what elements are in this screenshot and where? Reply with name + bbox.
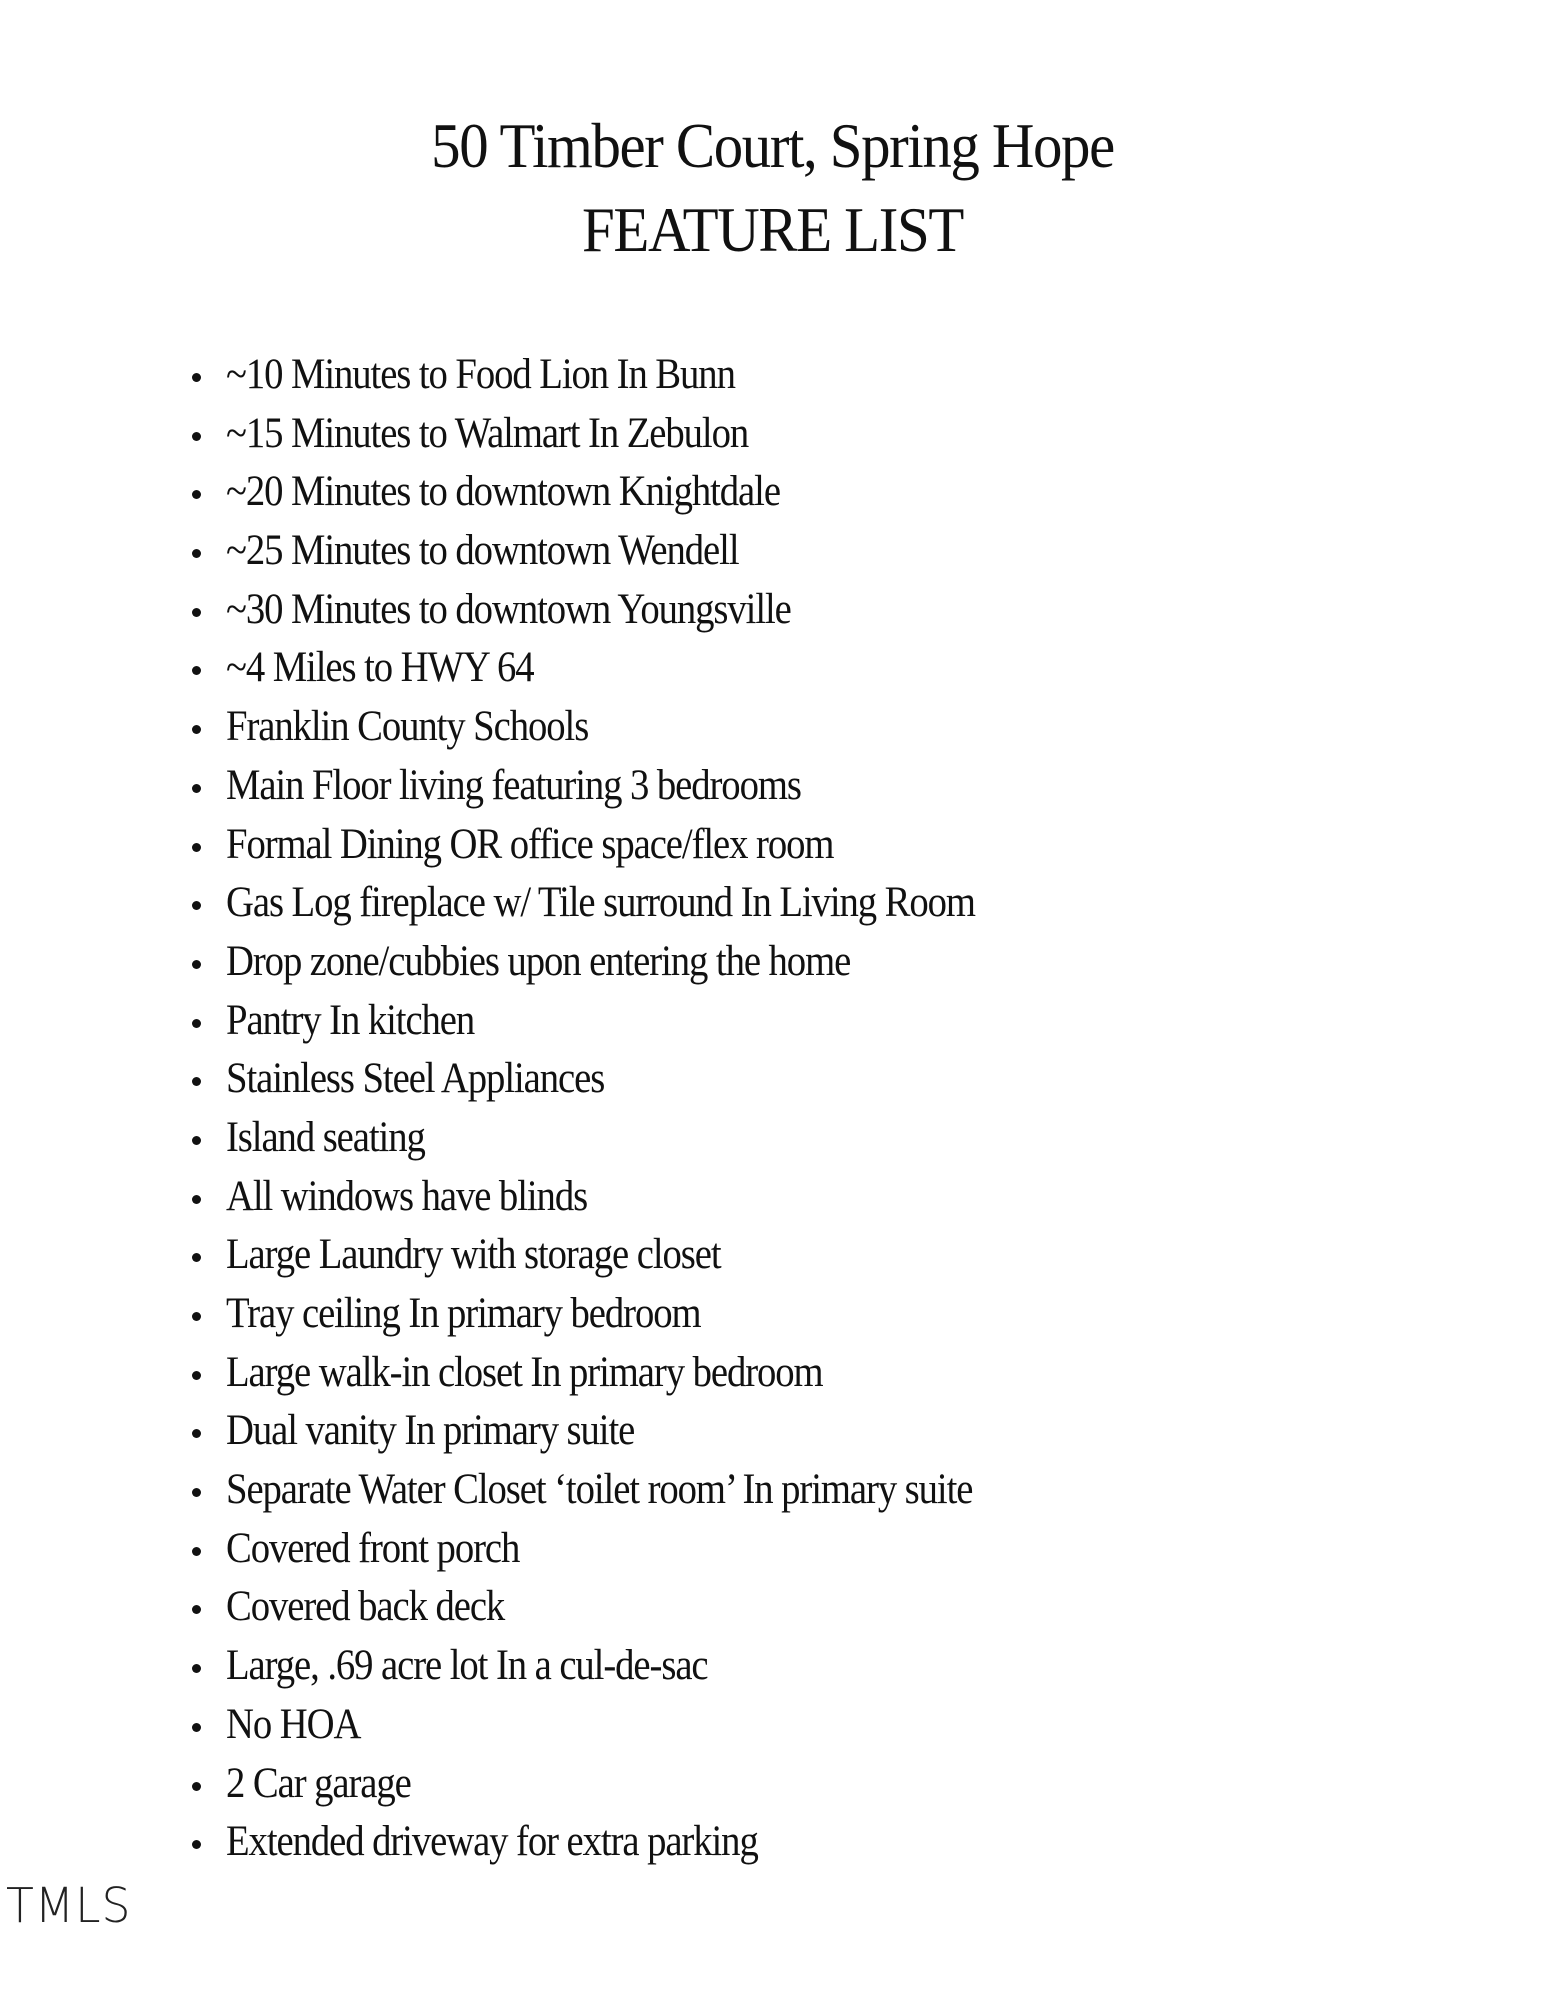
- feature-text: Drop zone/cubbies upon entering the home: [226, 937, 851, 985]
- feature-text: Pantry In kitchen: [226, 996, 475, 1044]
- bullet-icon: [192, 1077, 201, 1086]
- feature-text: ~10 Minutes to Food Lion In Bunn: [226, 351, 735, 398]
- bullet-icon: [192, 549, 201, 558]
- feature-text: Formal Dining OR office space/flex room: [226, 820, 834, 868]
- bullet-icon: [192, 901, 201, 910]
- feature-text: No HOA: [226, 1700, 361, 1748]
- feature-text: ~4 Miles to HWY 64: [226, 644, 534, 692]
- feature-text: Large, .69 acre lot In a cul-de-sac: [226, 1642, 708, 1690]
- bullet-icon: [192, 784, 201, 793]
- bullet-icon: [192, 1253, 201, 1262]
- bullet-icon: [192, 843, 201, 852]
- feature-text: Main Floor living featuring 3 bedrooms: [226, 761, 801, 809]
- feature-text: All windows have blinds: [226, 1172, 588, 1220]
- bullet-icon: [192, 1664, 201, 1673]
- feature-text: ~30 Minutes to downtown Youngsville: [226, 585, 791, 633]
- bullet-icon: [192, 1605, 201, 1614]
- document-header: [0, 104, 1545, 272]
- feature-text: Large Laundry with storage closet: [226, 1231, 721, 1279]
- feature-list-heading: FEATURE LIST: [582, 194, 963, 265]
- bullet-icon: [192, 1547, 201, 1556]
- feature-text: Island seating: [226, 1113, 425, 1161]
- bullet-icon: [192, 666, 201, 675]
- bullet-icon: [192, 1782, 201, 1791]
- bullet-icon: [192, 1840, 201, 1849]
- bullet-icon: [192, 1723, 201, 1732]
- bullet-icon: [192, 960, 201, 969]
- feature-text: Separate Water Closet ‘toilet room’ In primary suite: [226, 1466, 973, 1514]
- feature-text: Large walk-in closet In primary bedroom: [226, 1348, 823, 1396]
- feature-text: Covered back deck: [226, 1583, 505, 1631]
- bullet-icon: [192, 373, 201, 382]
- feature-text: Gas Log fireplace w/ Tile surround In Living Room: [226, 879, 975, 927]
- feature-text: ~20 Minutes to downtown Knightdale: [226, 468, 780, 516]
- feature-text: ~25 Minutes to downtown Wendell: [226, 527, 739, 575]
- property-address-title: 50 Timber Court, Spring Hope: [431, 110, 1114, 181]
- feature-text: ~15 Minutes to Walmart In Zebulon: [226, 409, 749, 457]
- tmls-logo: TMLS: [6, 1878, 132, 1934]
- feature-text: Covered front porch: [226, 1524, 520, 1572]
- bullet-icon: [192, 1136, 201, 1145]
- feature-text: Franklin County Schools: [226, 703, 589, 751]
- feature-text: Stainless Steel Appliances: [226, 1055, 605, 1103]
- bullet-icon: [192, 608, 201, 617]
- bullet-icon: [192, 1429, 201, 1438]
- bullet-icon: [192, 490, 201, 499]
- feature-text: Dual vanity In primary suite: [226, 1407, 635, 1455]
- feature-text: Extended driveway for extra parking: [226, 1818, 758, 1866]
- feature-text: 2 Car garage: [226, 1759, 411, 1807]
- bullet-icon: [192, 432, 201, 441]
- bullet-icon: [192, 1488, 201, 1497]
- bullet-icon: [192, 1195, 201, 1204]
- bullet-icon: [192, 1371, 201, 1380]
- bullet-icon: [192, 725, 201, 734]
- feature-text: Tray ceiling In primary bedroom: [226, 1290, 701, 1337]
- bullet-icon: [192, 1019, 201, 1028]
- bullet-icon: [192, 1312, 201, 1321]
